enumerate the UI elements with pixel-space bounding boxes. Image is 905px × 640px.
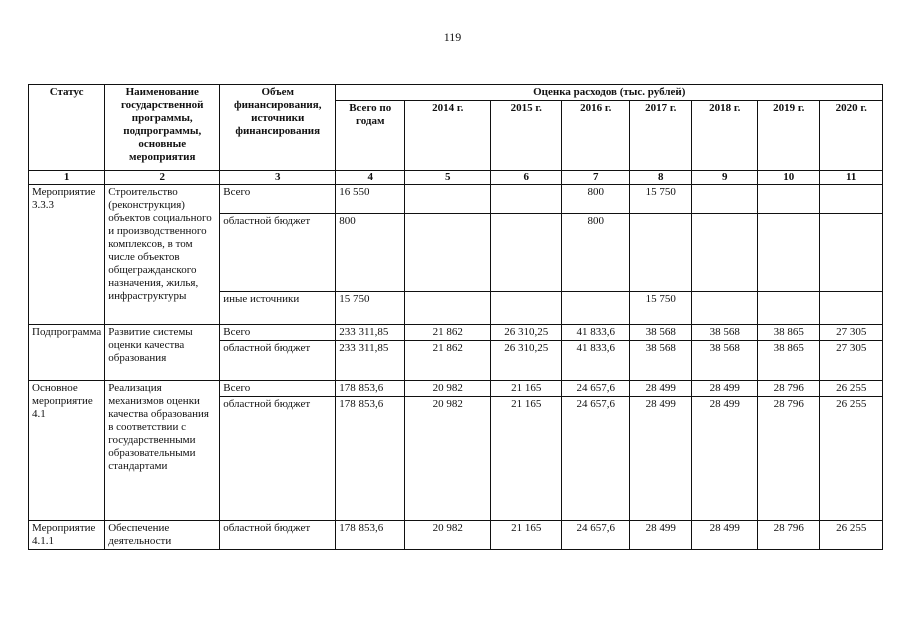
year-value-cell (692, 185, 758, 214)
funding-source-cell: Всего (220, 325, 336, 341)
year-value-cell: 26 255 (820, 397, 883, 521)
column-number: 6 (491, 171, 562, 185)
year-value-cell (758, 214, 820, 292)
year-value-cell: 28 499 (630, 521, 692, 550)
header-year: 2017 г. (630, 101, 692, 171)
year-value-cell: 24 657,6 (562, 397, 630, 521)
funding-source-cell: областной бюджет (220, 397, 336, 521)
year-value-cell: 28 796 (758, 397, 820, 521)
year-value-cell: 38 568 (630, 325, 692, 341)
year-value-cell: 38 865 (758, 325, 820, 341)
total-cell: 16 550 (336, 185, 405, 214)
table-row (29, 185, 883, 214)
year-value-cell: 21 862 (405, 325, 491, 341)
header-year: 2015 г. (491, 101, 562, 171)
column-number: 4 (336, 171, 405, 185)
year-value-cell (820, 185, 883, 214)
year-value-cell: 20 982 (405, 521, 491, 550)
total-cell: 178 853,6 (336, 381, 405, 397)
year-value-cell: 26 255 (820, 521, 883, 550)
year-value-cell: 28 499 (692, 381, 758, 397)
year-value-cell: 28 499 (692, 521, 758, 550)
year-value-cell (491, 185, 562, 214)
year-value-cell: 28 499 (630, 381, 692, 397)
program-name-cell: Развитие системы оценки качества образования (105, 325, 220, 381)
table-row (29, 521, 883, 550)
year-value-cell: 38 568 (630, 341, 692, 381)
total-cell: 233 311,85 (336, 325, 405, 341)
column-number: 5 (405, 171, 491, 185)
column-number: 10 (758, 171, 820, 185)
year-value-cell: 38 568 (692, 325, 758, 341)
year-value-cell: 15 750 (630, 185, 692, 214)
funding-source-cell: Всего (220, 381, 336, 397)
header-year: 2020 г. (820, 101, 883, 171)
year-value-cell (405, 185, 491, 214)
year-value-cell: 27 305 (820, 325, 883, 341)
year-value-cell (491, 292, 562, 325)
year-value-cell: 20 982 (405, 397, 491, 521)
year-value-cell: 26 255 (820, 381, 883, 397)
header-year: 2016 г. (562, 101, 630, 171)
column-numbers-row (29, 171, 883, 185)
header-year: 2014 г. (405, 101, 491, 171)
total-cell: 178 853,6 (336, 521, 405, 550)
year-value-cell: 20 982 (405, 381, 491, 397)
year-value-cell: 21 165 (491, 521, 562, 550)
status-cell: Основное мероприятие 4.1 (29, 381, 105, 521)
year-value-cell: 26 310,25 (491, 325, 562, 341)
total-cell: 233 311,85 (336, 341, 405, 381)
year-value-cell: 800 (562, 185, 630, 214)
table-row (29, 381, 883, 397)
header-total: Всего по годам (336, 101, 405, 171)
program-name-cell: Строительство (реконструкция) объектов социального и производственного комплексов, в том числе объектов общегражданского назначения, жилья, инфраструктуры (105, 185, 220, 325)
header-status: Статус (29, 85, 105, 171)
year-value-cell (820, 214, 883, 292)
program-name-cell: Обеспечение деятельности (105, 521, 220, 550)
status-cell: Мероприятие 3.3.3 (29, 185, 105, 325)
year-value-cell: 21 165 (491, 397, 562, 521)
program-name-cell: Реализация механизмов оценки качества образования в соответствии с государственными образовательными стандартами (105, 381, 220, 521)
year-value-cell (491, 214, 562, 292)
column-number: 2 (105, 171, 220, 185)
header-year: 2019 г. (758, 101, 820, 171)
column-number: 9 (692, 171, 758, 185)
total-cell: 800 (336, 214, 405, 292)
year-value-cell (630, 214, 692, 292)
year-value-cell: 41 833,6 (562, 341, 630, 381)
budget-table (28, 84, 883, 550)
header-name: Наименование государственной программы, подпрограммы, основные мероприятия (105, 85, 220, 171)
year-value-cell: 24 657,6 (562, 521, 630, 550)
page-number: 119 (443, 30, 462, 44)
year-value-cell: 15 750 (630, 292, 692, 325)
year-value-cell (758, 292, 820, 325)
year-value-cell: 38 865 (758, 341, 820, 381)
total-cell: 178 853,6 (336, 397, 405, 521)
column-number: 3 (220, 171, 336, 185)
year-value-cell: 28 796 (758, 381, 820, 397)
year-value-cell: 28 796 (758, 521, 820, 550)
year-value-cell: 24 657,6 (562, 381, 630, 397)
column-number: 7 (562, 171, 630, 185)
funding-source-cell: областной бюджет (220, 341, 336, 381)
column-number: 11 (820, 171, 883, 185)
year-value-cell: 26 310,25 (491, 341, 562, 381)
status-cell: Подпрограмма (29, 325, 105, 381)
year-value-cell: 28 499 (630, 397, 692, 521)
year-value-cell: 800 (562, 214, 630, 292)
header-year: 2018 г. (692, 101, 758, 171)
header-estimate: Оценка расходов (тыс. рублей) (336, 85, 883, 101)
year-value-cell (405, 214, 491, 292)
year-value-cell (692, 292, 758, 325)
status-cell: Мероприятие 4.1.1 (29, 521, 105, 550)
year-value-cell: 21 165 (491, 381, 562, 397)
funding-source-cell: областной бюджет (220, 214, 336, 292)
year-value-cell: 27 305 (820, 341, 883, 381)
funding-source-cell: Всего (220, 185, 336, 214)
year-value-cell (820, 292, 883, 325)
year-value-cell: 38 568 (692, 341, 758, 381)
year-value-cell (758, 185, 820, 214)
column-number: 8 (630, 171, 692, 185)
header-volume: Объем финансирования, источники финансирования (220, 85, 336, 171)
funding-source-cell: иные источники (220, 292, 336, 325)
year-value-cell: 28 499 (692, 397, 758, 521)
column-number: 1 (29, 171, 105, 185)
year-value-cell: 21 862 (405, 341, 491, 381)
year-value-cell (692, 214, 758, 292)
funding-source-cell: областной бюджет (220, 521, 336, 550)
total-cell: 15 750 (336, 292, 405, 325)
year-value-cell: 41 833,6 (562, 325, 630, 341)
year-value-cell (562, 292, 630, 325)
year-value-cell (405, 292, 491, 325)
table-row (29, 325, 883, 341)
